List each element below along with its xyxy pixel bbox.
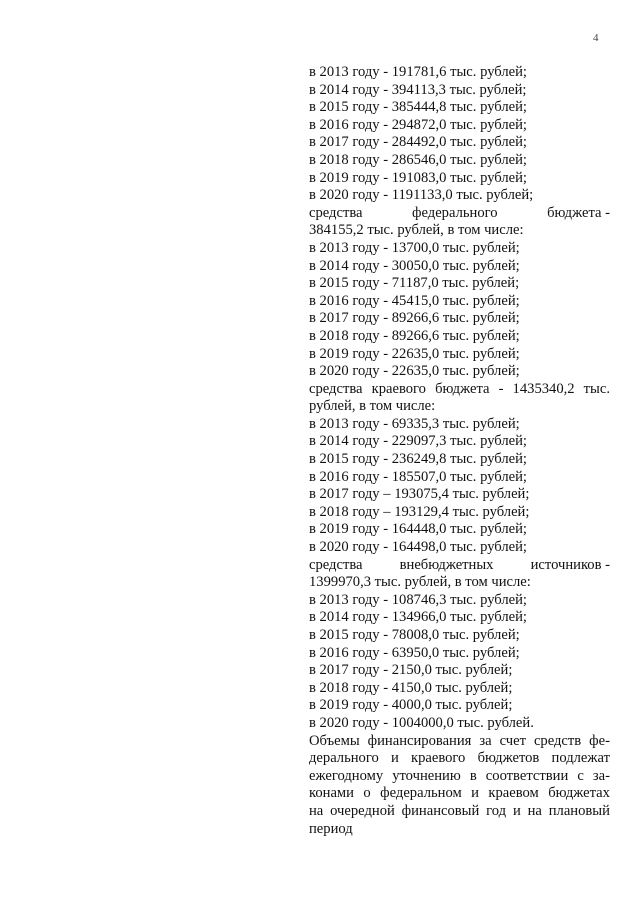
closing-word: год: [486, 802, 507, 819]
funding-text: [309, 64, 610, 838]
closing-word: бюджетов: [477, 750, 540, 767]
regional-heading-word: -: [498, 380, 504, 397]
regional-year-line: в 2014 году - 229097,3 тыс. рублей;: [309, 433, 527, 450]
total-year-line: в 2018 году - 286546,0 тыс. рублей;: [309, 151, 527, 168]
federal-heading-word: средства: [309, 204, 363, 221]
closing-word: финансовый: [401, 802, 480, 819]
federal-year-line: в 2014 году - 30050,0 тыс. рублей;: [309, 257, 520, 274]
closing-word: конами: [309, 785, 354, 802]
federal-year-line: в 2020 году - 22635,0 тыс. рублей;: [309, 363, 520, 380]
closing-word: фе-: [589, 732, 610, 749]
extrabudget-heading-word: внебюджетных: [399, 556, 494, 573]
closing-line: [309, 733, 610, 751]
closing-word: бюджетах: [548, 785, 610, 802]
regional-heading-cont: рублей, в том числе:: [309, 398, 436, 415]
closing-word: и: [471, 785, 479, 802]
closing-word: федеральном: [380, 785, 462, 802]
closing-word: краевом: [488, 785, 539, 802]
closing-paragraph: [309, 733, 610, 839]
regional-year-line: в 2016 году - 185507,0 тыс. рублей;: [309, 468, 527, 485]
total-year-line: в 2015 году - 385444,8 тыс. рублей;: [309, 99, 527, 116]
closing-line: [309, 803, 610, 821]
extrabudget-heading-word: источников -: [530, 556, 610, 573]
extrabudget-year-line: в 2017 году - 2150,0 тыс. рублей;: [309, 662, 513, 679]
extrabudget-year-line: в 2013 году - 108746,3 тыс. рублей;: [309, 591, 527, 608]
closing-last-line: период: [309, 820, 353, 837]
closing-word: Объемы: [309, 732, 360, 749]
regional-heading-word: 1435340,2: [512, 380, 575, 397]
federal-year-line: в 2019 году - 22635,0 тыс. рублей;: [309, 345, 520, 362]
regional-heading-word: тыс.: [583, 380, 610, 397]
closing-word: средств: [533, 732, 582, 749]
regional-heading-word: средства: [309, 380, 363, 397]
closing-line: [309, 750, 610, 768]
regional-year-line: в 2015 году - 236249,8 тыс. рублей;: [309, 451, 527, 468]
closing-word: с: [577, 767, 584, 784]
closing-word: ежегодному: [309, 767, 384, 784]
closing-word: о: [363, 785, 371, 802]
federal-budget-section: [309, 205, 610, 381]
total-year-line: в 2014 году - 394113,3 тыс. рублей;: [309, 81, 527, 98]
page-number: 4: [593, 32, 599, 44]
regional-budget-section: [309, 381, 610, 557]
closing-word: дерального: [309, 750, 379, 767]
regional-heading-word: краевого: [371, 380, 426, 397]
federal-heading: [309, 205, 610, 223]
closing-word: соответствии: [485, 767, 569, 784]
closing-word: уточнению: [392, 767, 461, 784]
closing-word: на: [309, 802, 324, 819]
total-year-line: в 2017 году - 284492,0 тыс. рублей;: [309, 134, 527, 151]
extrabudget-heading-word: средства: [309, 556, 363, 573]
regional-heading: [309, 381, 610, 399]
closing-word: подлежат: [551, 750, 610, 767]
federal-heading-cont: 384155,2 тыс. рублей, в том числе:: [309, 222, 524, 239]
extrabudget-section: [309, 557, 610, 733]
extrabudget-year-line: в 2018 году - 4150,0 тыс. рублей;: [309, 679, 513, 696]
extrabudget-year-line: в 2015 году - 78008,0 тыс. рублей;: [309, 627, 520, 643]
total-year-line: в 2016 году - 294872,0 тыс. рублей;: [309, 116, 527, 133]
regional-year-line: в 2013 году - 69335,3 тыс. рублей;: [309, 415, 520, 432]
extrabudget-year-line: в 2014 году - 134966,0 тыс. рублей;: [309, 609, 527, 626]
closing-word: финансирования: [367, 732, 472, 749]
closing-word: за-: [592, 767, 610, 784]
closing-word: краевого: [411, 750, 466, 767]
closing-word: очередной: [330, 802, 395, 819]
closing-word: и: [512, 802, 521, 819]
regional-year-line: в 2019 году - 164448,0 тыс. рублей;: [309, 521, 527, 538]
closing-word: плановый: [548, 802, 610, 819]
extrabudget-heading-cont: 1399970,3 тыс. рублей, в том числе:: [309, 574, 531, 591]
closing-word: счет: [499, 732, 526, 749]
regional-year-line: в 2020 году - 164498,0 тыс. рублей;: [309, 539, 527, 556]
total-year-line: в 2020 году - 1191133,0 тыс. рублей;: [309, 187, 534, 204]
total-year-line: в 2013 году - 191781,6 тыс. рублей;: [309, 64, 527, 80]
closing-line: [309, 785, 610, 803]
extrabudget-heading: [309, 557, 610, 575]
regional-heading-word: бюджета: [435, 380, 490, 397]
closing-word: и: [390, 750, 399, 767]
federal-year-line: в 2018 году - 89266,6 тыс. рублей;: [309, 327, 520, 344]
regional-year-line: в 2018 году – 193129,4 тыс. рублей;: [309, 503, 530, 520]
federal-year-line: в 2013 году - 13700,0 тыс. рублей;: [309, 239, 520, 256]
federal-year-line: в 2016 году - 45415,0 тыс. рублей;: [309, 292, 520, 309]
regional-year-line: в 2017 году – 193075,4 тыс. рублей;: [309, 486, 530, 503]
closing-line: [309, 768, 610, 786]
extrabudget-year-line: в 2019 году - 4000,0 тыс. рублей;: [309, 697, 513, 714]
federal-heading-word: федерального: [412, 204, 498, 221]
extrabudget-year-line: в 2020 году - 1004000,0 тыс. рублей.: [309, 714, 534, 731]
federal-year-line: в 2015 году - 71187,0 тыс. рублей;: [309, 275, 520, 292]
closing-word: на: [527, 802, 542, 819]
closing-word: в: [469, 767, 477, 784]
closing-word: за: [479, 732, 492, 749]
total-by-year-list: [309, 64, 610, 205]
federal-year-line: в 2017 году - 89266,6 тыс. рублей;: [309, 310, 520, 327]
federal-heading-word: бюджета -: [547, 204, 610, 221]
extrabudget-year-line: в 2016 году - 63950,0 тыс. рублей;: [309, 644, 520, 661]
total-year-line: в 2019 году - 191083,0 тыс. рублей;: [309, 169, 527, 186]
